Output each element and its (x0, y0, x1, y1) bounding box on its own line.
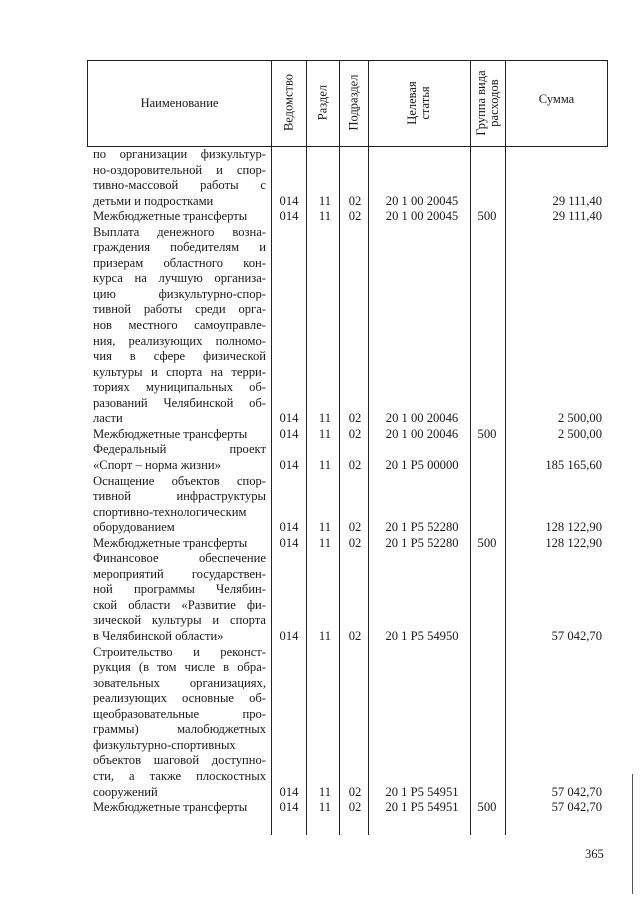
row-name (93, 536, 266, 552)
row-name-line: Межбюджетные трансферты (93, 426, 248, 441)
row-name-line: сти, а также плоскостных (93, 768, 266, 783)
row-celevaya-statya: 20 1 P5 00000 (385, 457, 459, 472)
row-name-line: призерам областного кон- (93, 255, 266, 270)
row-podrazdel: 02 (348, 426, 362, 441)
header-vedomstvo-text: Ведомство (281, 73, 296, 132)
row-razdel: 11 (318, 784, 332, 799)
column-divider (470, 60, 471, 835)
row-name-line: разований Челябинской об- (93, 395, 266, 410)
row-razdel: 11 (318, 520, 332, 535)
column-divider (505, 60, 506, 835)
header-celevaya (406, 38, 432, 168)
row-name (93, 442, 266, 473)
table-right-border (607, 60, 608, 146)
row-name-line: тивной инфраструктуры (93, 489, 266, 504)
row-podrazdel: 02 (348, 193, 362, 208)
row-name-line: по организации физкультур- (93, 147, 266, 161)
column-divider (306, 60, 307, 835)
row-name-line: ториях муниципальных об- (93, 380, 266, 395)
row-razdel: 11 (318, 209, 332, 224)
row-vedomstvo: 014 (279, 457, 299, 472)
row-razdel: 11 (318, 629, 332, 644)
row-name-line: культуры и спорта на терри- (93, 364, 266, 379)
row-celevaya-statya: 20 1 00 20045 (385, 209, 459, 224)
row-name-line: Межбюджетные трансферты (93, 535, 248, 550)
row-podrazdel: 02 (348, 457, 362, 472)
row-celevaya-statya: 20 1 P5 54951 (385, 784, 459, 799)
row-name-line: физкультурно-спортивных (93, 737, 236, 752)
column-divider (271, 60, 272, 835)
row-celevaya-statya: 20 1 P5 52280 (385, 535, 459, 550)
row-razdel: 11 (318, 193, 332, 208)
row-name-line: граммы) малобюджетных (93, 722, 266, 737)
row-name-line: ния, реализующих полномо- (93, 333, 266, 348)
row-podrazdel: 02 (348, 209, 362, 224)
row-podrazdel: 02 (348, 800, 362, 815)
row-vedomstvo: 014 (279, 411, 299, 426)
row-name (93, 800, 266, 816)
row-summa: 57 042,70 (551, 800, 602, 815)
column-divider (339, 60, 340, 835)
row-summa: 128 122,90 (545, 520, 602, 535)
row-name-line: нов местного самоуправле- (93, 318, 266, 333)
header-razdel-text: Раздел (315, 84, 330, 121)
row-gruppa-rashodov: 500 (477, 426, 497, 441)
row-podrazdel: 02 (348, 629, 362, 644)
row-podrazdel: 02 (348, 411, 362, 426)
header-podrazdel (348, 38, 361, 168)
row-name-line: зовательных организациях, (93, 675, 266, 690)
row-name-line: Межбюджетные трансферты (93, 209, 248, 224)
header-summa: Сумма (538, 92, 575, 106)
row-name (93, 209, 266, 225)
row-name-line: Строительство и реконст- (93, 644, 266, 659)
header-vedomstvo (283, 38, 296, 168)
row-name-line: мероприятий государствен- (93, 566, 266, 581)
row-name-line: ной программы Челябин- (93, 582, 266, 597)
row-summa: 2 500,00 (557, 411, 602, 426)
row-name-line: ласти (93, 411, 123, 426)
page-number: 365 (585, 847, 604, 861)
row-name-line: курса на лучшую организа- (93, 271, 266, 286)
row-vedomstvo: 014 (279, 800, 299, 815)
row-vedomstvo: 014 (279, 209, 299, 224)
row-celevaya-statya: 20 1 P5 54951 (385, 800, 459, 815)
row-name-line: спортивно-технологическим (93, 504, 247, 519)
row-name-line: граждения победителям и (93, 240, 266, 255)
row-vedomstvo: 014 (279, 193, 299, 208)
row-name (93, 147, 266, 209)
row-name-line: Финансовое обеспечение (93, 551, 266, 566)
row-razdel: 11 (318, 535, 332, 550)
row-name (93, 225, 266, 427)
row-vedomstvo: 014 (279, 426, 299, 441)
row-razdel: 11 (318, 426, 332, 441)
row-name-line: щеобразовательные про- (93, 706, 266, 721)
row-celevaya-statya: 20 1 P5 54950 (385, 629, 459, 644)
row-vedomstvo: 014 (279, 520, 299, 535)
header-celevaya-line2: статья (418, 86, 432, 120)
row-name-line: Межбюджетные трансферты (93, 800, 248, 815)
row-name-line: Оснащение объектов спор- (93, 473, 266, 488)
row-name-line: сооружений (93, 784, 158, 799)
row-name-line: реализующих основные об- (93, 691, 266, 706)
row-razdel: 11 (318, 457, 332, 472)
row-razdel: 11 (318, 800, 332, 815)
header-podrazdel-text: Подраздел (346, 74, 361, 131)
row-podrazdel: 02 (348, 520, 362, 535)
row-name (93, 551, 266, 644)
row-celevaya-statya: 20 1 P5 52280 (385, 520, 459, 535)
row-summa: 29 111,40 (552, 209, 602, 224)
row-celevaya-statya: 20 1 00 20046 (385, 411, 459, 426)
row-name-line: «Спорт – норма жизни» (93, 457, 221, 472)
row-name-line: чия в сфере физической (93, 349, 266, 364)
row-name-line: тивно-массовой работы с (93, 178, 266, 193)
row-celevaya-statya: 20 1 00 20046 (385, 426, 459, 441)
header-celevaya-line1: Целевая (405, 81, 419, 125)
row-name-line: зической культуры и спорта (93, 613, 266, 628)
header-name: Наименование (140, 96, 219, 110)
row-name-line: но-оздоровительной и спор- (93, 162, 266, 177)
row-name (93, 645, 266, 800)
row-vedomstvo: 014 (279, 629, 299, 644)
margin-line (632, 774, 633, 894)
row-summa: 128 122,90 (545, 535, 602, 550)
header-gruppa-line2: расходов (487, 79, 501, 127)
row-summa: 57 042,70 (551, 784, 602, 799)
row-podrazdel: 02 (348, 784, 362, 799)
header-gruppa (475, 38, 501, 168)
row-name-line: ской области «Развитие фи- (93, 597, 266, 612)
row-name-line: цию физкультурно-спор- (93, 286, 266, 301)
row-summa: 29 111,40 (552, 193, 602, 208)
row-summa: 185 165,60 (545, 457, 602, 472)
column-divider (368, 60, 369, 835)
header-razdel (317, 38, 330, 168)
row-name-line: объектов шаговой доступно- (93, 753, 266, 768)
row-podrazdel: 02 (348, 535, 362, 550)
row-gruppa-rashodov: 500 (477, 800, 497, 815)
row-summa: 2 500,00 (557, 426, 602, 441)
row-vedomstvo: 014 (279, 535, 299, 550)
header-gruppa-line1: Группа вида (474, 70, 488, 136)
row-name (93, 427, 266, 443)
row-gruppa-rashodov: 500 (477, 209, 497, 224)
row-gruppa-rashodov: 500 (477, 535, 497, 550)
row-name-line: оборудованием (93, 520, 175, 535)
row-name (93, 474, 266, 536)
row-summa: 57 042,70 (551, 629, 602, 644)
row-razdel: 11 (318, 411, 332, 426)
row-name-line: тивной работы среди орга- (93, 302, 266, 317)
row-name-line: Федеральный проект (93, 442, 266, 457)
row-name-line: рукция (в том числе в обра- (93, 660, 266, 675)
row-name-line: Выплата денежного возна- (93, 224, 266, 239)
row-name-line: детьми и подростками (93, 193, 214, 208)
row-vedomstvo: 014 (279, 784, 299, 799)
row-celevaya-statya: 20 1 00 20045 (385, 193, 459, 208)
row-name-line: в Челябинской области» (93, 629, 224, 644)
